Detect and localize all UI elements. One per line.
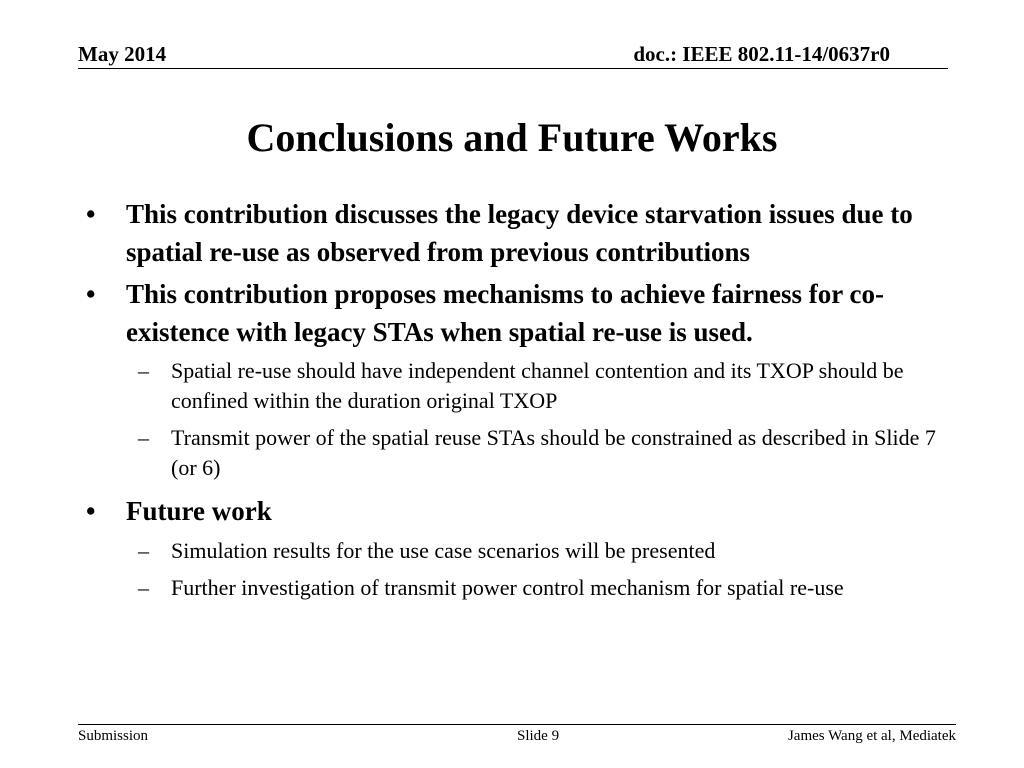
bullet-text: This contribution proposes mechanisms to achieve fairness for co-existence with legacy STAs when spatial re-use is used. [126, 279, 884, 347]
bullet-item [86, 196, 936, 271]
bullet-text: This contribution discusses the legacy device starvation issues due to spatial re-use as observed from previous contributions [126, 199, 913, 267]
footer-submission: Submission [78, 728, 149, 744]
bullet-glyph: • [86, 199, 96, 229]
header-divider [78, 68, 948, 69]
sub-bullet-item [86, 536, 936, 566]
dash-glyph: – [138, 537, 149, 563]
sub-bullet-text: Transmit power of the spatial reuse STAs should be constrained as described in Slide 7 (or 6) [171, 425, 936, 480]
sub-bullet-item [86, 423, 936, 483]
sub-bullet-text: Further investigation of transmit power control mechanism for spatial re-use [171, 574, 844, 600]
dash-glyph: – [138, 358, 149, 383]
bullet-glyph: • [86, 496, 96, 526]
sub-bullet-text: Simulation results for the use case scenarios will be presented [171, 537, 716, 563]
bullet-glyph: • [86, 279, 96, 309]
header-date: May 2014 [78, 42, 167, 66]
slide-title: Conclusions and Future Works [246, 115, 778, 160]
sub-bullet-item [86, 573, 936, 603]
bullet-item [86, 276, 936, 351]
sub-bullet-item [86, 356, 936, 416]
bullet-item [86, 493, 936, 531]
footer-slide-number: Slide 9 [517, 728, 560, 744]
header-doc-id: doc.: IEEE 802.11-14/0637r0 [633, 42, 890, 66]
bullet-text: Future work [126, 496, 272, 526]
slide-body [86, 196, 936, 610]
slide-footer [78, 728, 956, 748]
dash-glyph: – [138, 574, 149, 600]
footer-divider [78, 724, 956, 725]
dash-glyph: – [138, 425, 149, 450]
footer-author: James Wang et al, Mediatek [787, 728, 956, 744]
slide-header [78, 40, 948, 68]
sub-bullet-text: Spatial re-use should have independent channel contention and its TXOP should be confined within the duration original TXOP [171, 358, 904, 413]
